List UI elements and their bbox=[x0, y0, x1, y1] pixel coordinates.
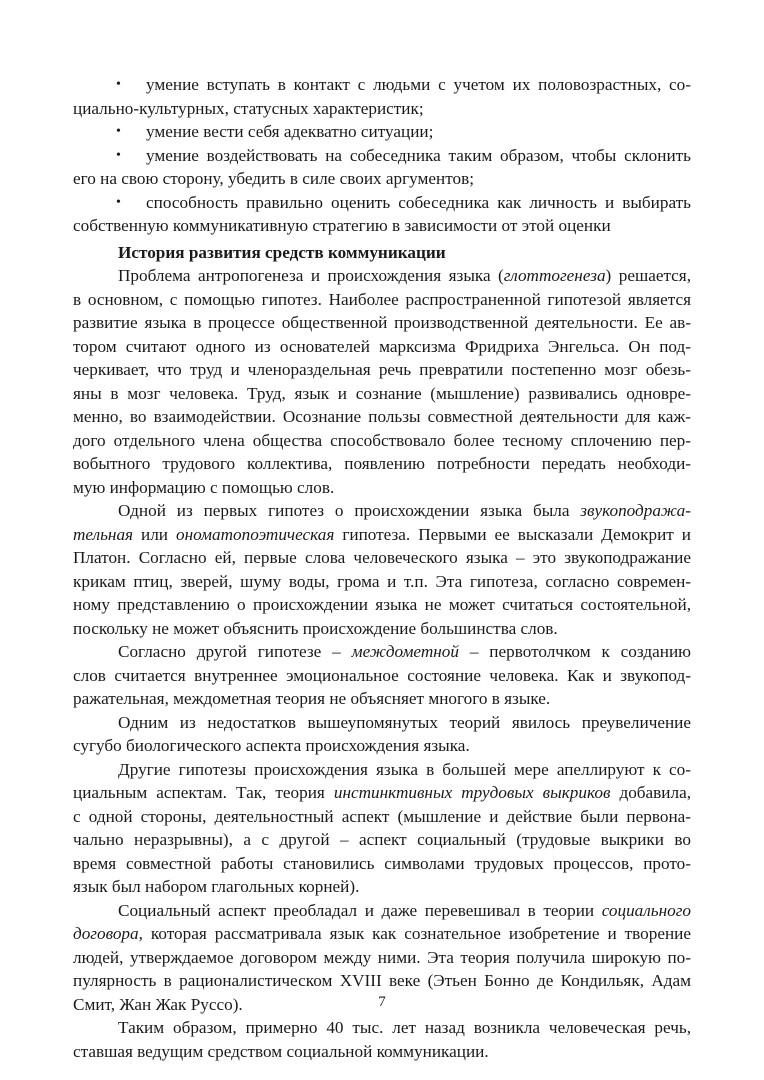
text-line bbox=[73, 241, 691, 265]
italic-term: звукоподража- bbox=[580, 501, 691, 520]
line-text: развитие языка в процессе общественной производственной деятельности. Ее ав- bbox=[73, 313, 691, 332]
bullet-icon: • bbox=[116, 194, 121, 210]
line-text: – первотолчком к созданию bbox=[458, 642, 691, 661]
line-text: слов считается внутреннее эмоциональное состояние человека. Как и звукопод- bbox=[73, 665, 691, 685]
text-line bbox=[73, 1016, 691, 1040]
text-line bbox=[73, 946, 691, 970]
text-line bbox=[73, 311, 691, 335]
document-page bbox=[73, 73, 691, 1063]
line-text: его на свою сторону, убедить в силе своих аргументов; bbox=[73, 169, 475, 188]
line-text: язык был набором глагольных корней). bbox=[73, 877, 360, 896]
line-text: в основном, с помощью гипотез. Наиболее распространенной гипотезой является bbox=[73, 289, 691, 309]
paragraph bbox=[73, 711, 691, 758]
text-line bbox=[73, 617, 691, 641]
italic-term: междометной bbox=[351, 642, 459, 661]
line-text: умение вступать в контакт с людьми с учетом их половозрастных, со- bbox=[146, 75, 691, 94]
line-text: ставшая ведущим средством социальной коммуникации. bbox=[73, 1041, 489, 1061]
line-text: Одной из первых гипотез о происхождении языка была bbox=[118, 501, 581, 520]
line-text: Таким образом, примерно 40 тыс. лет назад возникла человеческая речь, bbox=[118, 1018, 691, 1037]
line-text: способность правильно оценить собеседника как личность и выбирать bbox=[146, 192, 691, 212]
text-line bbox=[73, 144, 691, 168]
line-text: Согласно другой гипотезе – bbox=[118, 642, 352, 661]
text-line bbox=[73, 687, 691, 711]
text-line bbox=[73, 73, 691, 97]
line-text: ному представлению о происхождении языка не может считаться состоятельной, bbox=[73, 595, 691, 614]
text-line bbox=[73, 593, 691, 617]
bullet-icon: • bbox=[116, 124, 121, 139]
text-line bbox=[73, 711, 691, 735]
line-text: пулярность в рационалистическом XVIII веке (Этьен Бонно де Кондильяк, Адам bbox=[73, 971, 691, 990]
line-text: Смит, Жан Жак Руссо). bbox=[73, 994, 243, 1014]
text-line bbox=[73, 288, 691, 312]
text-line bbox=[73, 499, 691, 523]
line-text: поскольку не может объяснить происхождение большинства слов. bbox=[73, 618, 558, 638]
line-text: или bbox=[133, 524, 176, 544]
line-text: История развития средств коммуникации bbox=[118, 242, 446, 262]
line-text: людей, утверждаемое договором между ними. Эта теория получила широкую по- bbox=[73, 947, 691, 967]
line-text: добавила, bbox=[610, 783, 691, 802]
line-text: Социальный аспект преобладал и даже перевешивал в теории bbox=[118, 900, 602, 920]
line-text: ражательная, междометная теория не объясняет многого в языке. bbox=[73, 689, 551, 708]
bullet-icon: • bbox=[116, 77, 121, 92]
text-line bbox=[73, 805, 691, 829]
text-line bbox=[73, 120, 691, 144]
text-line bbox=[73, 429, 691, 453]
text-line bbox=[73, 734, 691, 758]
text-line bbox=[73, 191, 691, 215]
line-text: гипотеза. Первыми ее высказали Демокрит и bbox=[334, 524, 691, 544]
paragraph bbox=[73, 1016, 691, 1063]
text-line bbox=[73, 852, 691, 876]
text-line bbox=[73, 899, 691, 923]
text-line bbox=[73, 523, 691, 547]
bullet-item bbox=[73, 73, 691, 120]
bullet-icon: • bbox=[116, 147, 121, 163]
line-text: циально-культурных, статусных характеристик; bbox=[73, 98, 424, 118]
text-line bbox=[73, 570, 691, 594]
italic-term: ономатопоэтическая bbox=[175, 524, 335, 544]
line-text: крикам птиц, зверей, шуму воды, грома и т.п. Эта гипотеза, согласно современ- bbox=[73, 571, 691, 591]
bullet-item bbox=[73, 144, 691, 191]
text-line bbox=[73, 828, 691, 852]
text-line bbox=[73, 781, 691, 805]
line-text: умение вести себя адекватно ситуации; bbox=[146, 122, 434, 141]
line-text: , которая рассматривала язык как сознательное изобретение и творение bbox=[138, 924, 691, 943]
text-line bbox=[73, 358, 691, 382]
text-line bbox=[73, 214, 691, 238]
text-line bbox=[73, 546, 691, 570]
line-text: яны в мозг человека. Труд, язык и сознание (мышление) развивались одновре- bbox=[73, 383, 691, 403]
italic-term: договора bbox=[73, 924, 139, 943]
text-line bbox=[73, 1040, 691, 1064]
line-text: менно, во взаимодействии. Осознание пользы совместной деятельности для каж- bbox=[73, 407, 691, 426]
line-text: Проблема антропогенеза и происхождения языка ( bbox=[118, 266, 504, 285]
line-text: умение воздействовать на собеседника таким образом, чтобы склонить bbox=[146, 145, 691, 165]
text-line bbox=[73, 335, 691, 359]
paragraph bbox=[73, 758, 691, 899]
line-text: тором считают одного из основателей марксизма Фридриха Энгельса. Он под- bbox=[73, 336, 691, 356]
italic-term: инстинктивных трудовых выкриков bbox=[333, 783, 611, 802]
section-heading bbox=[73, 241, 691, 265]
line-text: чально неразрывны), а с другой – аспект социальный (трудовые выкрики во bbox=[73, 830, 691, 849]
text-line bbox=[73, 264, 691, 288]
line-text: собственную коммуникативную стратегию в зависимости от этой оценки bbox=[73, 216, 611, 235]
line-text: вобытного трудового коллектива, появлению потребности передать необходи- bbox=[73, 454, 691, 473]
italic-term: социального bbox=[601, 900, 691, 920]
paragraph bbox=[73, 264, 691, 499]
text-line bbox=[73, 875, 691, 899]
page-number: 7 bbox=[378, 994, 386, 1010]
bullet-item bbox=[73, 120, 691, 144]
paragraph bbox=[73, 640, 691, 711]
text-line bbox=[73, 97, 691, 121]
text-line bbox=[73, 640, 691, 664]
paragraph bbox=[73, 499, 691, 640]
line-text: дого отдельного члена общества способствовало более тесному сплочению пер- bbox=[73, 430, 691, 450]
text-line bbox=[73, 167, 691, 191]
line-text: черкивает, что труд и членораздельная речь превратили постепенно мозг обезь- bbox=[73, 360, 691, 379]
line-text: Одним из недостатков вышеупомянутых теорий явилось преувеличение bbox=[118, 712, 691, 732]
text-line bbox=[73, 922, 691, 946]
text-line bbox=[73, 476, 691, 500]
line-text: время совместной работы становились символами трудовых процессов, прото- bbox=[73, 853, 691, 873]
italic-term: глоттогенеза bbox=[503, 266, 606, 285]
line-text: ) решается, bbox=[605, 266, 691, 285]
line-text: Другие гипотезы происхождения языка в большей мере апеллируют к со- bbox=[118, 759, 691, 779]
text-line bbox=[73, 969, 691, 993]
line-text: Платон. Согласно ей, первые слова человеческого языка – это звукоподражание bbox=[73, 548, 691, 567]
line-text: мую информацию с помощью слов. bbox=[73, 477, 335, 497]
bullet-item bbox=[73, 191, 691, 238]
text-line bbox=[73, 405, 691, 429]
text-line bbox=[73, 664, 691, 688]
line-text: сугубо биологического аспекта происхождения языка. bbox=[73, 736, 470, 755]
text-line bbox=[73, 452, 691, 476]
text-line bbox=[73, 758, 691, 782]
line-text: циальным аспектам. Так, теория bbox=[73, 783, 334, 802]
text-line bbox=[73, 382, 691, 406]
italic-term: тельная bbox=[73, 524, 134, 544]
line-text: с одной стороны, деятельностный аспект (мышление и действие были первона- bbox=[73, 806, 691, 826]
